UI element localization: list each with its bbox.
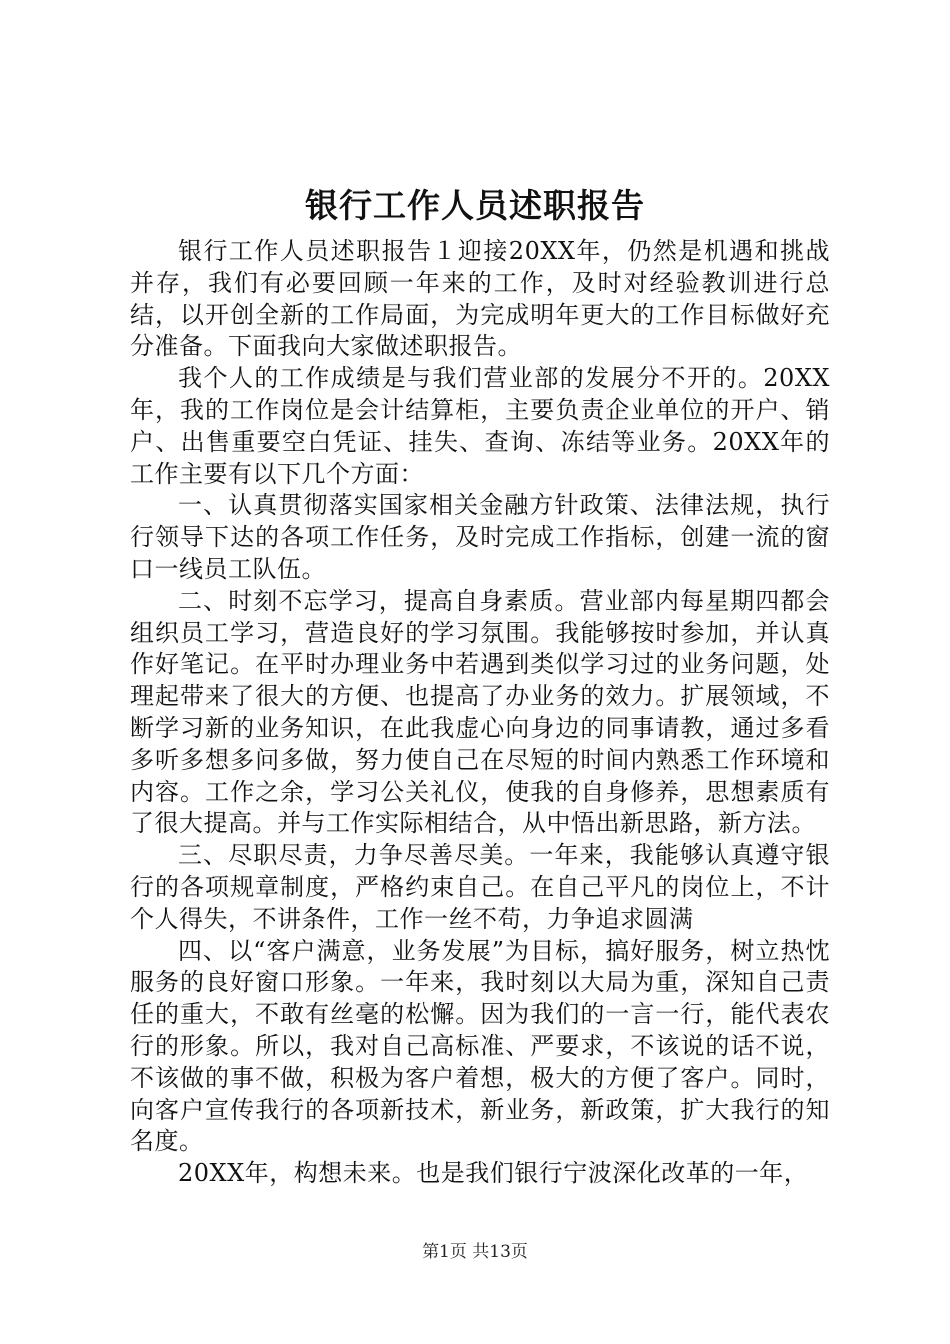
paragraph-3: 一、认真贯彻落实国家相关金融方针政策、法律法规，执行行领导下达的各项工作任务，及时完成工作指标，创建一流的窗口一线员工队伍。 [130,491,830,583]
document-title: 银行工作人员述职报告 [305,186,645,225]
page-number-footer: 第1页 共13页 [422,1242,528,1262]
paragraph-2: 我个人的工作成绩是与我们营业部的发展分不开的。20XX年，我的工作岗位是会计结算柜，主要负责企业单位的开户、销户、出售重要空白凭证、挂失、查询、冻结等业务。20XX年的工作主要有以下几个方面： [130,364,830,488]
paragraph-5: 三、尽职尽责，力争尽善尽美。一年来，我能够认真遵守银行的各项规章制度，严格约束自己。在自己平凡的岗位上，不计个人得失，不讲条件，工作一丝不苟，力争追求圆满 [130,841,830,933]
paragraph-1: 银行工作人员述职报告１迎接20XX年，仍然是机遇和挑战并存，我们有必要回顾一年来的工作，及时对经验教训进行总结，以开创全新的工作局面，为完成明年更大的工作目标做好充分准备。下面我向大家做述职报告。 [130,237,830,361]
paragraph-7: 20XX年，构想未来。也是我们银行宁波深化改革的一年， [178,1159,809,1188]
paragraph-6: 四、以“客户满意，业务发展”为目标，搞好服务，树立热忱服务的良好窗口形象。一年来，我时刻以大局为重，深知自己责任的重大，不敢有丝毫的松懈。因为我们的一言一行，能代表农行的形象。所以，我对自己高标准、严要求，不该说的话不说，不该做的事不做，积极为客户着想，极大的方便了客户。同时，向客户宣传我行的各项新技术，新业务，新政策，扩大我行的知名度。 [130,936,830,1156]
document-body [130,236,830,1190]
paragraph-4: 二、时刻不忘学习，提高自身素质。营业部内每星期四都会组织员工学习，营造良好的学习氛围。我能够按时参加，并认真作好笔记。在平时办理业务中若遇到类似学习过的业务问题，处理起带来了很大的方便、也提高了办业务的效力。扩展领域，不断学习新的业务知识，在此我虚心向身边的同事请教，通过多看多听多想多问多做，努力使自己在尽短的时间内熟悉工作环境和内容。工作之余，学习公关礼仪，使我的自身修养，思想素质有了很大提高。并与工作实际相结合，从中悟出新思路，新方法。 [130,586,830,838]
